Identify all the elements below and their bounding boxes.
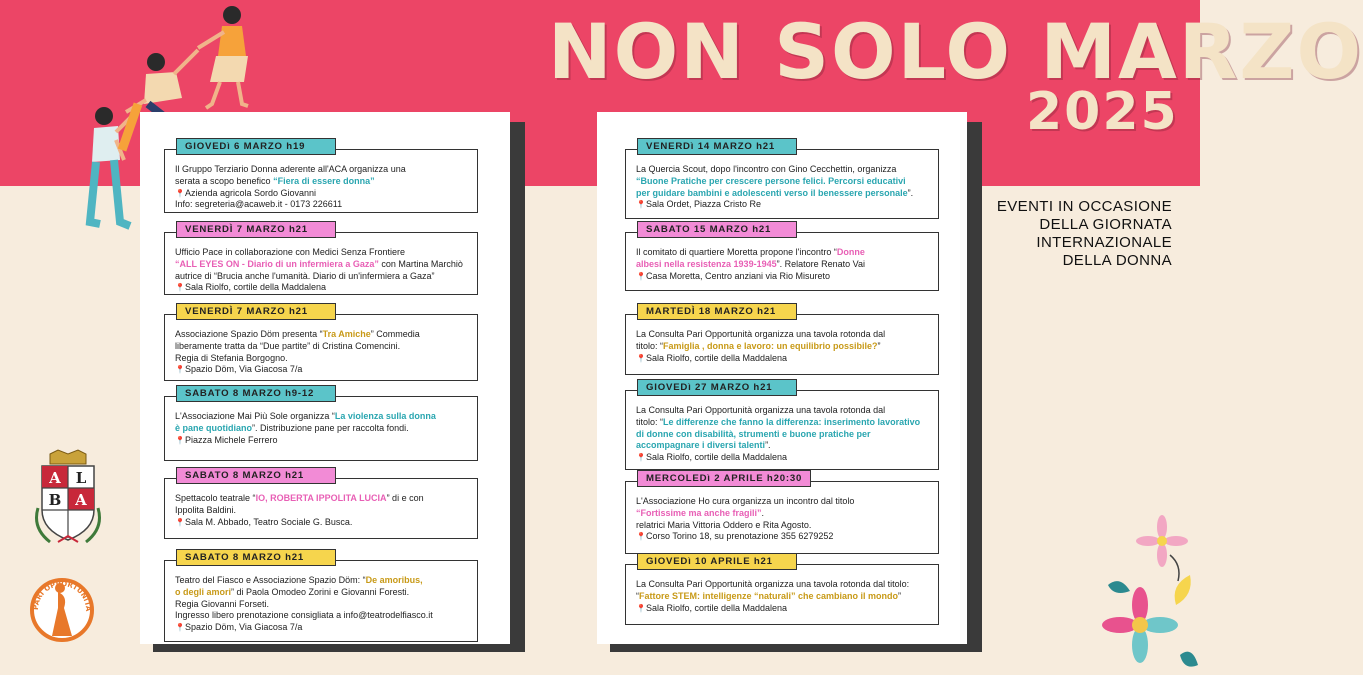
event-details bbox=[164, 560, 478, 642]
subtitle-line: DELLA DONNA bbox=[1062, 252, 1172, 269]
event-location: Sala Riolfo, cortile della Maddalena bbox=[645, 352, 788, 363]
event-text: organizza una tavola rotonda dal bbox=[752, 405, 886, 415]
event-date-label: VENERDÌ 7 MARZO h21 bbox=[176, 221, 336, 238]
event-text: ”. bbox=[907, 187, 914, 198]
event-text: La bbox=[636, 405, 649, 415]
event-highlight: per guidare bambini e adolescenti verso il benessere personale bbox=[636, 187, 908, 198]
event-line bbox=[175, 505, 469, 517]
event-organizer: Teatro del Fiasco bbox=[175, 575, 244, 585]
event-date-label: GIOVEDì 6 MARZO h19 bbox=[176, 138, 336, 155]
event-text: : “ bbox=[357, 575, 366, 585]
event-text: . bbox=[761, 507, 765, 518]
event-line bbox=[175, 164, 469, 176]
event-highlight: Famiglia , donna e lavoro: un equilibrio possibile? bbox=[663, 340, 878, 351]
event-text: Info: segreteria@acaweb.it - 0173 226611 bbox=[175, 199, 343, 210]
event-line bbox=[636, 520, 930, 532]
event-line bbox=[175, 587, 469, 599]
event-organizer: La Quercia Scout bbox=[636, 164, 706, 174]
alba-crest-logo bbox=[28, 448, 108, 548]
event-details bbox=[164, 478, 478, 539]
event-line bbox=[636, 259, 930, 271]
event-date-label: VENERDì 14 MARZO h21 bbox=[637, 138, 797, 155]
event-text: Il bbox=[175, 164, 183, 174]
event-line bbox=[636, 531, 930, 543]
event-details bbox=[625, 481, 939, 554]
location-pin-icon: 📍 bbox=[175, 188, 185, 198]
event-details bbox=[164, 396, 478, 461]
event-line bbox=[636, 429, 930, 441]
event-text: , dopo l'incontro con Gino Cecchettin, organizza bbox=[705, 164, 897, 174]
event-line bbox=[636, 417, 930, 429]
event-line bbox=[636, 247, 930, 259]
event-line bbox=[175, 353, 469, 365]
event-text: organizza un incontro dal titolo bbox=[729, 496, 855, 506]
event-line bbox=[175, 282, 469, 294]
event-text: ”. Distribuzione pane per raccolta fondi. bbox=[252, 422, 409, 433]
event-line bbox=[636, 405, 930, 417]
event-highlight: Fattore STEM: intelligenze “naturali” che cambiano il mondo bbox=[639, 590, 899, 601]
events-panel-left bbox=[140, 112, 510, 644]
event-location: Sala Riolfo, cortile della Maddalena bbox=[645, 602, 788, 613]
event-date-label: GIOVEDì 27 MARZO h21 bbox=[637, 379, 797, 396]
event-text: ” bbox=[877, 340, 881, 351]
event-line bbox=[175, 199, 469, 211]
event-details bbox=[625, 564, 939, 625]
pari-opportunita-logo bbox=[28, 562, 96, 660]
event-line bbox=[175, 259, 469, 271]
event-line bbox=[175, 435, 469, 447]
event-date-label: VENERDÌ 7 MARZO h21 bbox=[176, 303, 336, 320]
event-organizer: Consulta Pari Opportunità bbox=[648, 329, 753, 339]
event-text: organizza una tavola rotonda dal bbox=[752, 329, 886, 339]
event-text: ”. Relatore Renato Vai bbox=[776, 258, 865, 269]
event-line bbox=[175, 622, 469, 634]
event-text: L'Associazione bbox=[636, 496, 699, 506]
flower-decoration bbox=[1100, 505, 1200, 675]
event-line bbox=[175, 517, 469, 529]
event-organizer: Consulta Pari Opportunità bbox=[648, 579, 753, 589]
event-text: propone l'incontro “ bbox=[757, 247, 837, 257]
event-text: ” Commedia bbox=[370, 329, 420, 339]
subtitle-line: EVENTI IN OCCASIONE bbox=[996, 198, 1172, 215]
event-text: Ippolita Baldini. bbox=[175, 504, 237, 515]
event-location: Sala Riolfo, cortile della Maddalena bbox=[184, 282, 327, 293]
location-pin-icon: 📍 bbox=[636, 353, 646, 363]
location-pin-icon: 📍 bbox=[636, 271, 646, 281]
event-date-label: MERCOLEDì 2 APRILE h20:30 bbox=[637, 470, 811, 487]
event-line bbox=[175, 188, 469, 200]
event-organizer: Spazio Döm bbox=[308, 575, 358, 585]
event-line bbox=[636, 164, 930, 176]
location-pin-icon: 📍 bbox=[175, 283, 185, 293]
event-organizer: Spazio Döm bbox=[230, 329, 280, 339]
event-text: L'Associazione bbox=[175, 411, 238, 421]
event-highlight: “Buone Pratiche per crescere persone felici. Percorsi educativi bbox=[636, 175, 906, 186]
event-organizer: Gruppo Terziario Donna bbox=[182, 164, 278, 174]
event-location: Casa Moretta, Centro anziani via Rio Misureto bbox=[645, 270, 831, 281]
event-location: Corso Torino 18, su prenotazione 355 6279252 bbox=[645, 531, 834, 542]
event-organizer: Consulta Pari Opportunità bbox=[648, 405, 753, 415]
event-line bbox=[636, 199, 930, 211]
location-pin-icon: 📍 bbox=[175, 365, 185, 375]
event-text: Regia di Stefania Borgogno. bbox=[175, 352, 288, 363]
event-location: Azienda agricola Sordo Giovanni bbox=[184, 187, 317, 198]
event-location: Sala Ordet, Piazza Cristo Re bbox=[645, 199, 762, 210]
event-text: serata a scopo benefico bbox=[175, 175, 274, 186]
event-highlight: De amoribus, bbox=[365, 575, 423, 585]
event-line bbox=[175, 329, 469, 341]
event-text: Ingresso libero prenotazione consigliata a info@teatrodelfiasco.it bbox=[175, 610, 433, 621]
event-details bbox=[625, 232, 939, 291]
event-location: Sala M. Abbado, Teatro Sociale G. Busca. bbox=[184, 516, 353, 527]
event-line bbox=[175, 176, 469, 188]
event-highlight: Le differenze che fanno la differenza: inserimento lavorativo bbox=[663, 416, 921, 427]
event-highlight: “Fiera di essere donna” bbox=[273, 175, 375, 186]
event-details bbox=[625, 390, 939, 470]
event-highlight: albesi nella resistenza 1939-1945 bbox=[636, 258, 777, 269]
event-text: relatrici Maria Vittoria Oddero e Rita Agosto. bbox=[636, 519, 812, 530]
event-organizer: comitato di quartiere Moretta bbox=[643, 247, 758, 257]
event-organizer: Medici Senza Frontiere bbox=[312, 247, 405, 257]
event-text: ”. bbox=[765, 440, 771, 451]
event-line bbox=[636, 591, 930, 603]
event-details bbox=[625, 314, 939, 375]
event-date-label: MARTEDÌ 18 MARZO h21 bbox=[637, 303, 797, 320]
event-highlight: o degli amori bbox=[175, 586, 232, 597]
event-line bbox=[175, 247, 469, 259]
crest-letter: A bbox=[75, 491, 87, 509]
event-text: liberamente tratta da “Due partite” di Cristina Comencini. bbox=[175, 340, 401, 351]
event-date-label: SABATO 8 MARZO h9-12 bbox=[176, 385, 336, 402]
event-line bbox=[636, 341, 930, 353]
event-organizer: Ufficio Pace bbox=[175, 247, 223, 257]
event-date-label: SABATO 8 MARZO h21 bbox=[176, 467, 336, 484]
event-line bbox=[636, 176, 930, 188]
event-location: Spazio Döm, Via Giacosa 7/a bbox=[184, 364, 303, 375]
event-line bbox=[636, 496, 930, 508]
event-text: titolo: “ bbox=[636, 340, 664, 351]
event-location: Piazza Michele Ferrero bbox=[184, 434, 278, 445]
event-line bbox=[636, 579, 930, 591]
event-text: autrice di “Brucia anche l'umanità. Diario di un'infermiera a Gaza” bbox=[175, 270, 435, 281]
event-text: La bbox=[636, 329, 649, 339]
event-organizer: Mai Più Sole bbox=[237, 411, 288, 421]
event-line bbox=[175, 575, 469, 587]
crest-letter: L bbox=[75, 469, 87, 487]
event-location: Spazio Döm, Via Giacosa 7/a bbox=[184, 622, 303, 633]
event-text: Associazione bbox=[175, 329, 231, 339]
event-highlight: “ALL EYES ON - Diario di un infermiera a Gaza” bbox=[175, 258, 379, 269]
subtitle bbox=[952, 198, 1172, 270]
event-text: La bbox=[636, 579, 649, 589]
event-highlight: Tra Amiche bbox=[322, 329, 371, 339]
event-highlight: accompagnare i diversi talenti bbox=[636, 440, 766, 451]
event-text: ” bbox=[898, 590, 902, 601]
event-text: Spettacolo teatrale “ bbox=[175, 493, 256, 503]
event-text: Regia Giovanni Forseti. bbox=[175, 598, 270, 609]
event-line bbox=[636, 271, 930, 283]
page-year: 2025 bbox=[1026, 82, 1179, 142]
event-highlight: “Fortissime ma anche fragili” bbox=[636, 507, 762, 518]
event-text: “ bbox=[636, 590, 639, 601]
location-pin-icon: 📍 bbox=[636, 532, 646, 542]
event-line bbox=[636, 452, 930, 464]
po-logo-text: PARI OPPORTUNITÀ bbox=[31, 579, 93, 612]
event-location: Sala Riolfo, cortile della Maddalena bbox=[645, 452, 788, 463]
event-line bbox=[175, 364, 469, 376]
event-date-label: SABATO 8 MARZO h21 bbox=[176, 549, 336, 566]
event-date-label: GIOVEDì 10 APRILE h21 bbox=[637, 553, 797, 570]
event-highlight: Donne bbox=[836, 247, 865, 257]
event-line bbox=[175, 341, 469, 353]
event-text: in collaborazione con bbox=[222, 247, 313, 257]
location-pin-icon: 📍 bbox=[175, 517, 185, 527]
event-line bbox=[175, 423, 469, 435]
event-line bbox=[175, 271, 469, 283]
event-line bbox=[636, 329, 930, 341]
event-details bbox=[625, 149, 939, 219]
event-text: ” di e con bbox=[386, 493, 424, 503]
event-highlight: La violenza sulla donna bbox=[334, 411, 436, 421]
events-panel-right bbox=[597, 112, 967, 644]
event-text: organizza una tavola rotonda dal titolo: bbox=[752, 579, 910, 589]
event-line bbox=[175, 493, 469, 505]
event-organizer: Ho cura bbox=[698, 496, 730, 506]
event-highlight: di donne con disabilità, strumenti e buone pratiche per bbox=[636, 428, 871, 439]
location-pin-icon: 📍 bbox=[175, 623, 185, 633]
location-pin-icon: 📍 bbox=[175, 435, 185, 445]
event-date-label: SABATO 15 MARZO h21 bbox=[637, 221, 797, 238]
event-line bbox=[175, 599, 469, 611]
subtitle-line: INTERNAZIONALE bbox=[1036, 234, 1172, 251]
event-highlight: è pane quotidiano bbox=[175, 422, 253, 433]
event-line bbox=[636, 603, 930, 615]
event-text: titolo: “ bbox=[636, 416, 664, 427]
event-line bbox=[175, 411, 469, 423]
page-title: NON SOLO MARZO bbox=[548, 7, 1363, 96]
event-line bbox=[636, 353, 930, 365]
event-text: presenta “ bbox=[279, 329, 323, 339]
event-line bbox=[636, 508, 930, 520]
crest-letter: A bbox=[49, 469, 61, 487]
event-details bbox=[164, 149, 478, 213]
event-text: Il bbox=[636, 247, 644, 257]
location-pin-icon: 📍 bbox=[636, 200, 646, 210]
event-highlight: IO, ROBERTA IPPOLITA LUCIA bbox=[255, 493, 387, 503]
event-line bbox=[636, 188, 930, 200]
event-text: organizza “ bbox=[287, 411, 335, 421]
location-pin-icon: 📍 bbox=[636, 603, 646, 613]
event-details bbox=[164, 232, 478, 295]
event-line bbox=[636, 440, 930, 452]
event-text: e Associazione bbox=[243, 575, 309, 585]
event-text: con Martina Marchiò bbox=[378, 258, 463, 269]
location-pin-icon: 📍 bbox=[636, 453, 646, 463]
event-details bbox=[164, 314, 478, 381]
event-line bbox=[175, 610, 469, 622]
event-text: aderente all'ACA organizza una bbox=[277, 164, 406, 174]
subtitle-line: DELLA GIORNATA bbox=[1039, 216, 1172, 233]
crest-letter: B bbox=[48, 491, 62, 509]
event-text: ” di Paola Omodeo Zorini e Giovanni Foresti. bbox=[231, 586, 410, 597]
